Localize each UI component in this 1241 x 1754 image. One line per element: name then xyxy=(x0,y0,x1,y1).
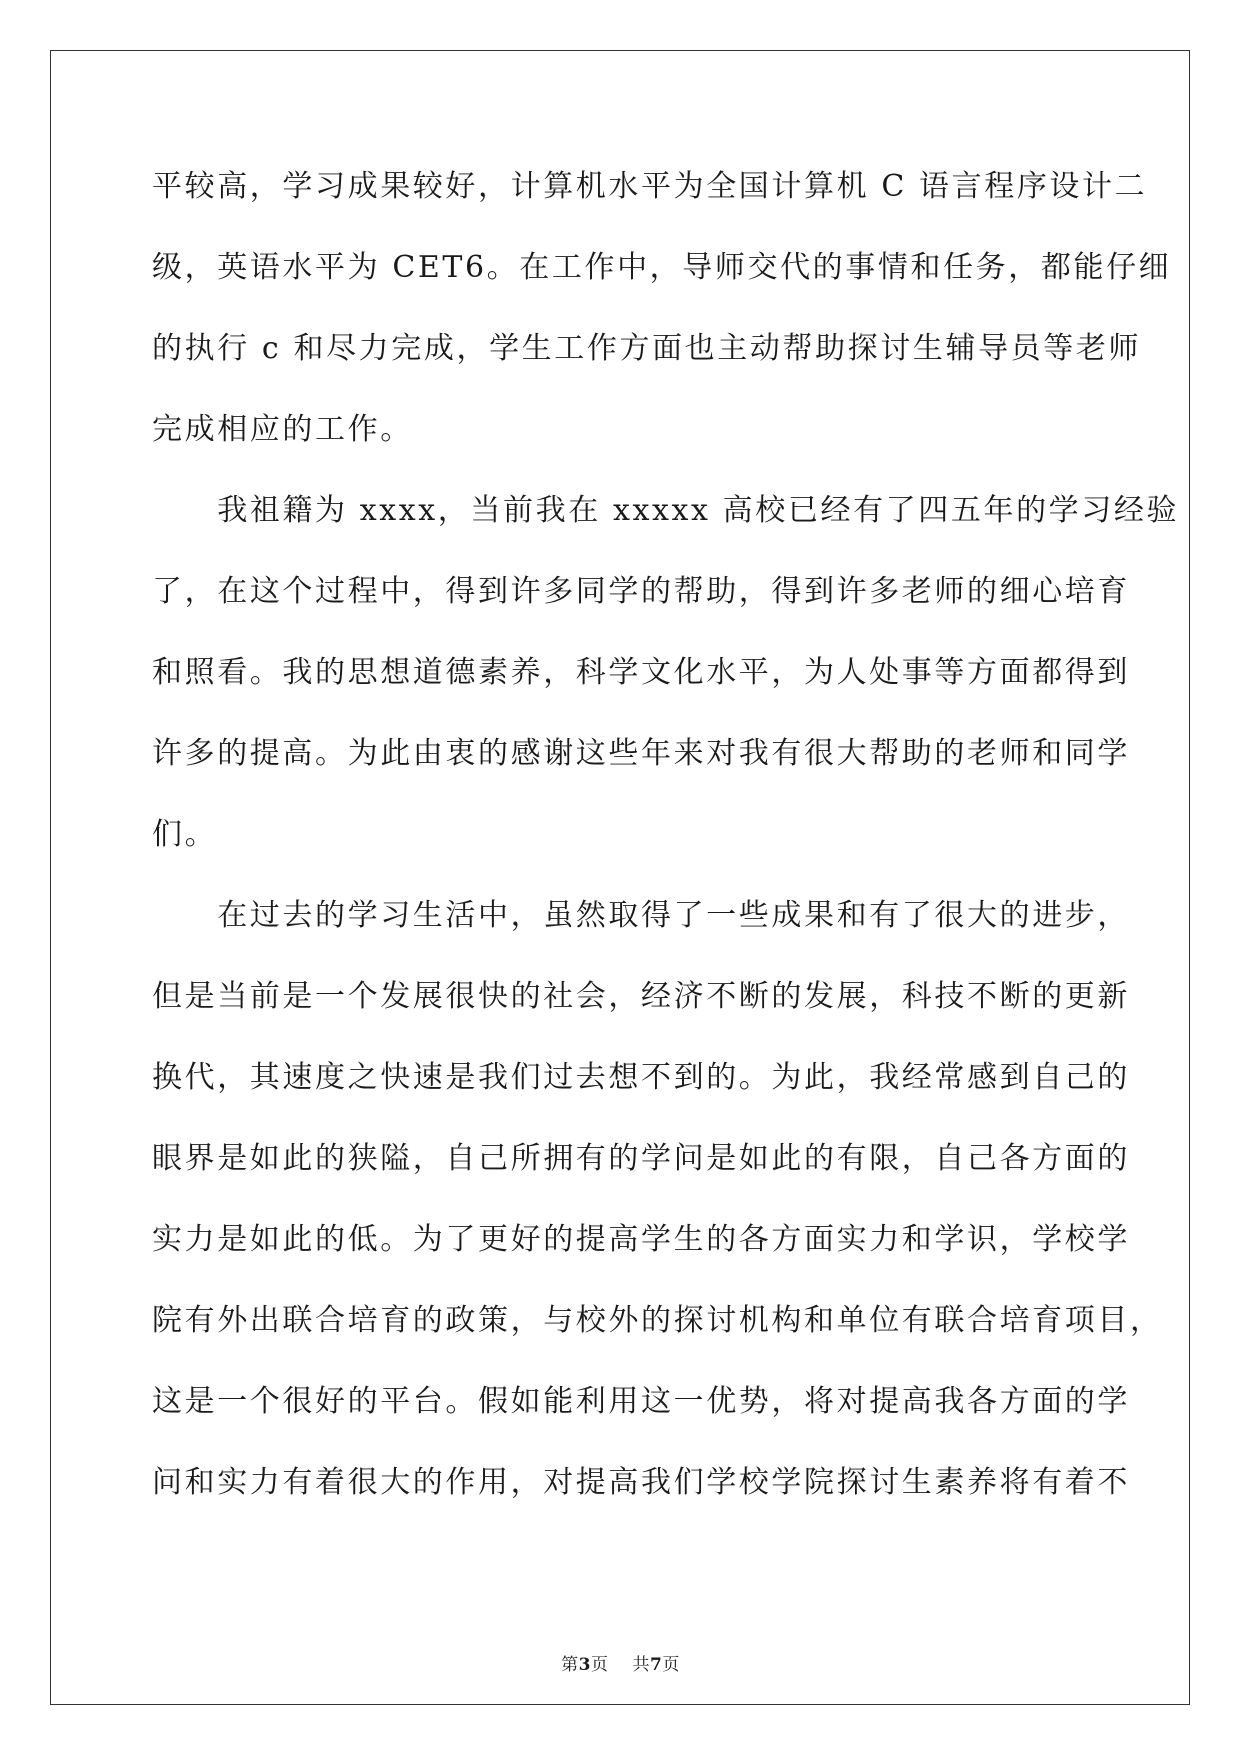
total-page-count: 7 xyxy=(650,1655,663,1675)
text-line-5: 我祖籍为 xxxx，当前我在 xxxxx 高校已经有了四五年的学习经验 xyxy=(152,493,1180,528)
text-line-6: 了，在这个过程中，得到许多同学的帮助，得到许多老师的细心培育 xyxy=(152,574,1130,609)
page-prefix: 第 xyxy=(561,1655,579,1675)
text-line-4: 完成相应的工作。 xyxy=(152,412,413,447)
text-line-9: 们。 xyxy=(152,817,218,852)
text-line-17: 问和实力有着很大的作用，对提高我们学校学院探讨生素养将有着不 xyxy=(152,1465,1130,1500)
text-line-12: 换代，其速度之快速是我们过去想不到的。为此，我经常感到自己的 xyxy=(152,1060,1130,1095)
total-suffix: 页 xyxy=(662,1655,680,1675)
text-line-3: 的执行 c 和尽力完成，学生工作方面也主动帮助探讨生辅导员等老师 xyxy=(152,331,1142,366)
total-prefix: 共 xyxy=(632,1655,650,1675)
text-line-10: 在过去的学习生活中，虽然取得了一些成果和有了很大的进步， xyxy=(152,898,1130,933)
text-line-2: 级，英语水平为 CET6。在工作中，导师交代的事情和任务，都能仔细 xyxy=(152,250,1172,285)
page-number-footer xyxy=(0,1654,1241,1676)
current-page-number: 3 xyxy=(578,1655,591,1675)
text-line-7: 和照看。我的思想道德素养，科学文化水平，为人处事等方面都得到 xyxy=(152,655,1130,690)
text-line-13: 眼界是如此的狭隘，自己所拥有的学问是如此的有限，自己各方面的 xyxy=(152,1141,1130,1176)
document-body xyxy=(152,146,1180,1523)
page-suffix: 页 xyxy=(591,1655,609,1675)
text-line-11: 但是当前是一个发展很快的社会，经济不断的发展，科技不断的更新 xyxy=(152,979,1130,1014)
text-line-15: 院有外出联合培育的政策，与校外的探讨机构和单位有联合培育项目， xyxy=(152,1303,1163,1338)
text-line-1: 平较高，学习成果较好，计算机水平为全国计算机 C 语言程序设计二 xyxy=(152,169,1148,204)
text-line-8: 许多的提高。为此由衷的感谢这些年来对我有很大帮助的老师和同学 xyxy=(152,736,1130,771)
text-line-14: 实力是如此的低。为了更好的提高学生的各方面实力和学识，学校学 xyxy=(152,1222,1130,1257)
text-line-16: 这是一个很好的平台。假如能利用这一优势，将对提高我各方面的学 xyxy=(152,1384,1130,1419)
